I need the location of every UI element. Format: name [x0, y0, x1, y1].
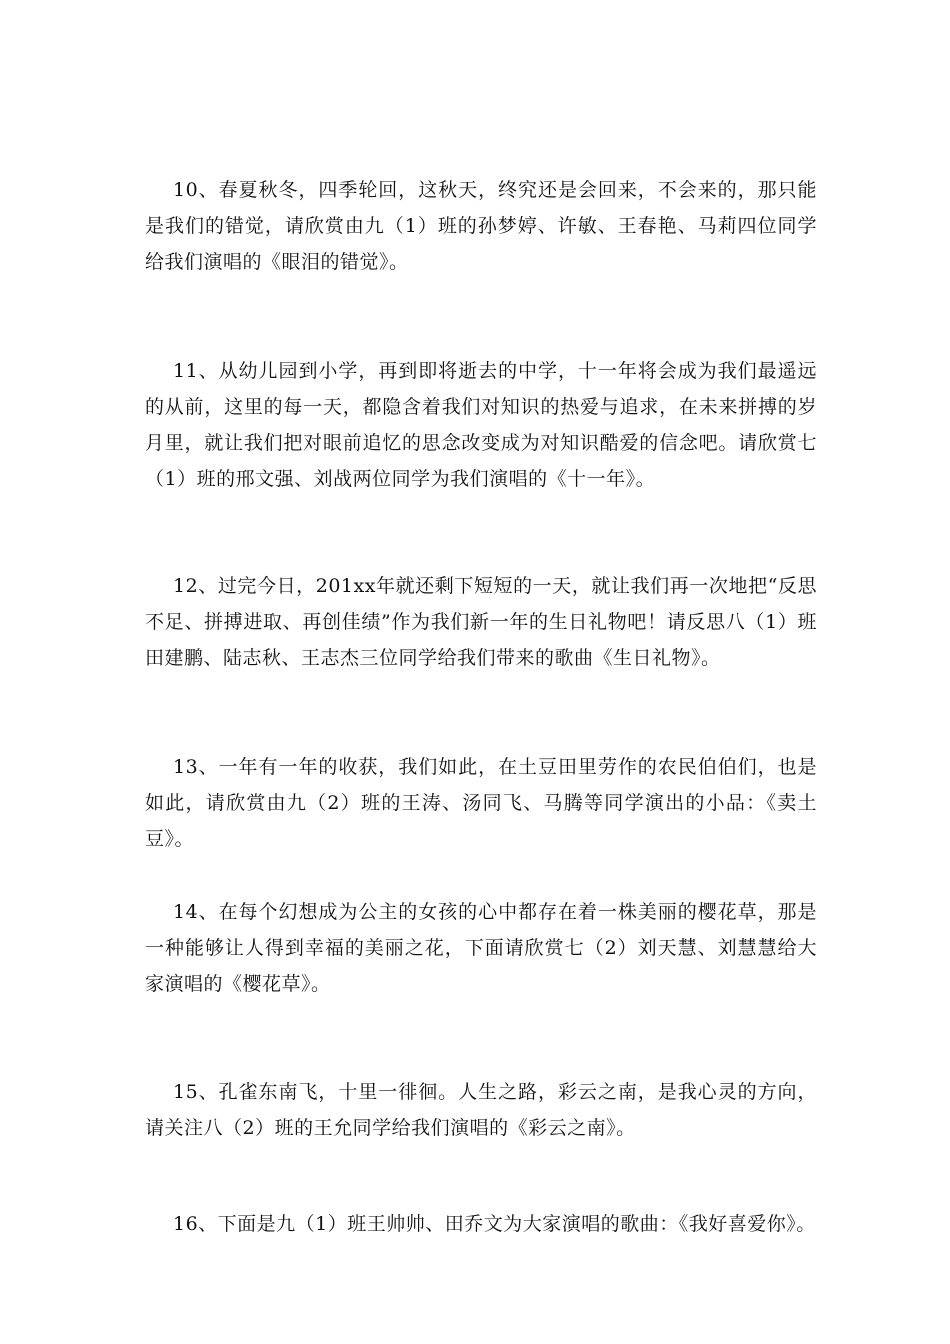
program-item-13: 13、一年有一年的收获，我们如此，在土豆田里劳作的农民伯伯们，也是如此，请欣赏由九（2）班的王涛、汤同飞、马腾等同学演出的小品：《卖土豆》。 — [145, 756, 817, 850]
program-item-10: 10、春夏秋冬，四季轮回，这秋天，终究还是会回来，不会来的，那只能是我们的错觉，请欣赏由九（1）班的孙梦婷、许敏、王春艳、马莉四位同学给我们演唱的《眼泪的错觉》。 — [145, 179, 817, 273]
program-item-16: 16、下面是九（1）班王帅帅、田乔文为大家演唱的歌曲：《我好喜爱你》。 — [173, 1213, 816, 1235]
program-item-14: 14、在每个幻想成为公主的女孩的心中都存在着一株美丽的樱花草，那是一种能够让人得到幸福的美丽之花，下面请欣赏七（2）刘天慧、刘慧慧给大家演唱的《樱花草》。 — [145, 901, 817, 995]
program-item-15: 15、孔雀东南飞，十里一徘徊。人生之路，彩云之南，是我心灵的方向，请关注八（2）班的王允同学给我们演唱的《彩云之南》。 — [145, 1081, 817, 1139]
program-item-11: 11、从幼儿园到小学，再到即将逝去的中学，十一年将会成为我们最遥远的从前，这里的每一天，都隐含着我们对知识的热爱与追求，在未来拼搏的岁月里，就让我们把对眼前追忆的思念改变成为对知识酷爱的信念吧。请欣赏七（1）班的邢文强、刘战两位同学为我们演唱的《十一年》。 — [145, 360, 817, 490]
program-item-12: 12、过完今日，201xx年就还剩下短短的一天，就让我们再一次地把“反思不足、拼搏进取、再创佳绩”作为我们新一年的生日礼物吧！请反思八（1）班田建鹏、陆志秋、王志杰三位同学给我们带来的歌曲《生日礼物》。 — [145, 575, 817, 669]
